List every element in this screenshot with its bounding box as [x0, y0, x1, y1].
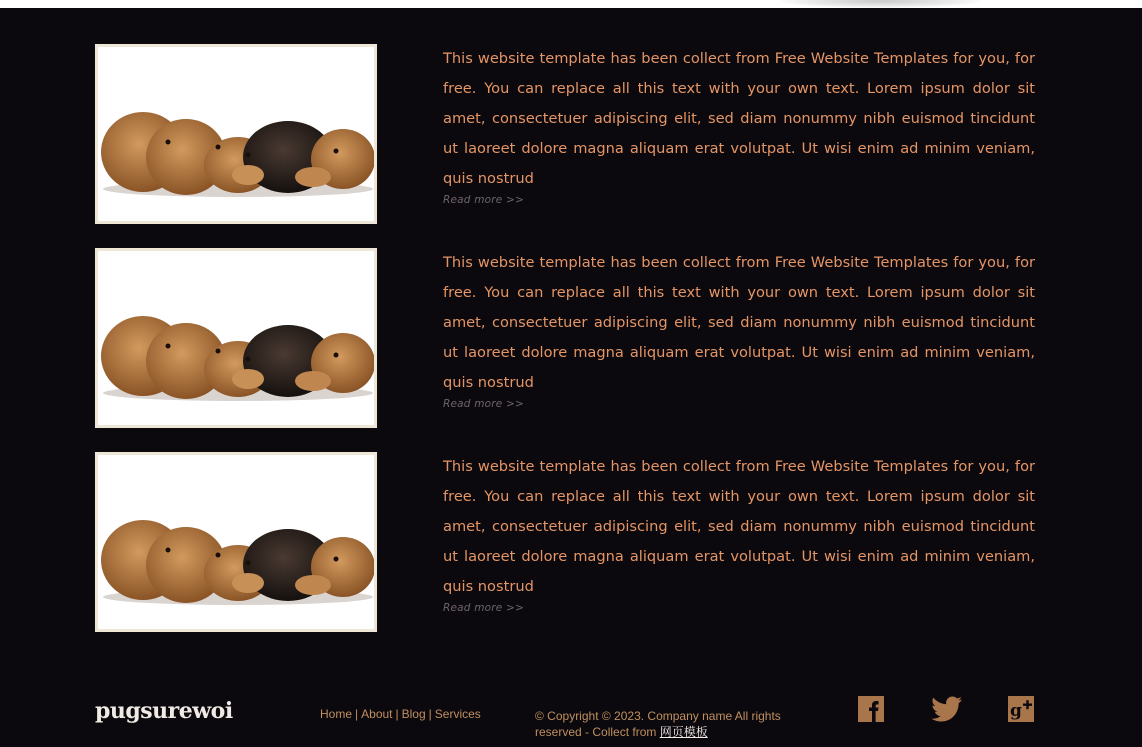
svg-text:g: g [1010, 701, 1022, 721]
footer-link-blog[interactable]: Blog [401, 707, 426, 721]
footer-link-about[interactable]: About [361, 707, 393, 721]
google-plus-icon[interactable] [1008, 696, 1034, 726]
post-item [95, 248, 1035, 428]
post-image[interactable] [95, 452, 377, 632]
footer-link-services[interactable]: Services [434, 707, 481, 721]
footer-link-home[interactable]: Home [320, 707, 353, 721]
copyright [535, 708, 825, 740]
nav-separator: | [355, 707, 359, 721]
copyright-link[interactable]: 网页模板 [659, 725, 708, 739]
post-image[interactable] [95, 44, 377, 224]
footer [0, 680, 1142, 747]
nav-separator: | [395, 707, 399, 721]
read-more-link[interactable]: Read more >> [443, 194, 524, 206]
header-image-strip [0, 0, 1142, 8]
footer-nav [320, 707, 481, 721]
facebook-icon[interactable] [858, 696, 884, 726]
puppies-illustration [98, 455, 374, 629]
puppies-illustration [98, 251, 374, 425]
post-image[interactable] [95, 248, 377, 428]
footer-logo[interactable]: pugsurewoi [95, 698, 233, 724]
post-item [95, 44, 1035, 224]
post-text: This website template has been collect from Free Website Templates for you, for free. You can replace all this text with your own text. Lorem ipsum dolor sit amet, consectetuer adipiscing elit, sed diam nonummy nibh euismod tincidunt ut laoreet dolore magna aliquam erat volutpat. Ut wisi enim ad minim veniam, quis nostrud [443, 50, 1035, 187]
read-more-link[interactable]: Read more >> [443, 602, 524, 614]
read-more-link[interactable]: Read more >> [443, 398, 524, 410]
post-text: This website template has been collect from Free Website Templates for you, for free. You can replace all this text with your own text. Lorem ipsum dolor sit amet, consectetuer adipiscing elit, sed diam nonummy nibh euismod tincidunt ut laoreet dolore magna aliquam erat volutpat. Ut wisi enim ad minim veniam, quis nostrud [443, 458, 1035, 595]
post-text: This website template has been collect from Free Website Templates for you, for free. You can replace all this text with your own text. Lorem ipsum dolor sit amet, consectetuer adipiscing elit, sed diam nonummy nibh euismod tincidunt ut laoreet dolore magna aliquam erat volutpat. Ut wisi enim ad minim veniam, quis nostrud [443, 254, 1035, 391]
nav-separator: | [428, 707, 432, 721]
post-item [95, 452, 1035, 632]
copyright-text: © Copyright © 2023. Company name All rights reserved - Collect from [535, 709, 781, 739]
puppies-illustration [98, 47, 374, 221]
twitter-icon[interactable] [928, 696, 964, 726]
